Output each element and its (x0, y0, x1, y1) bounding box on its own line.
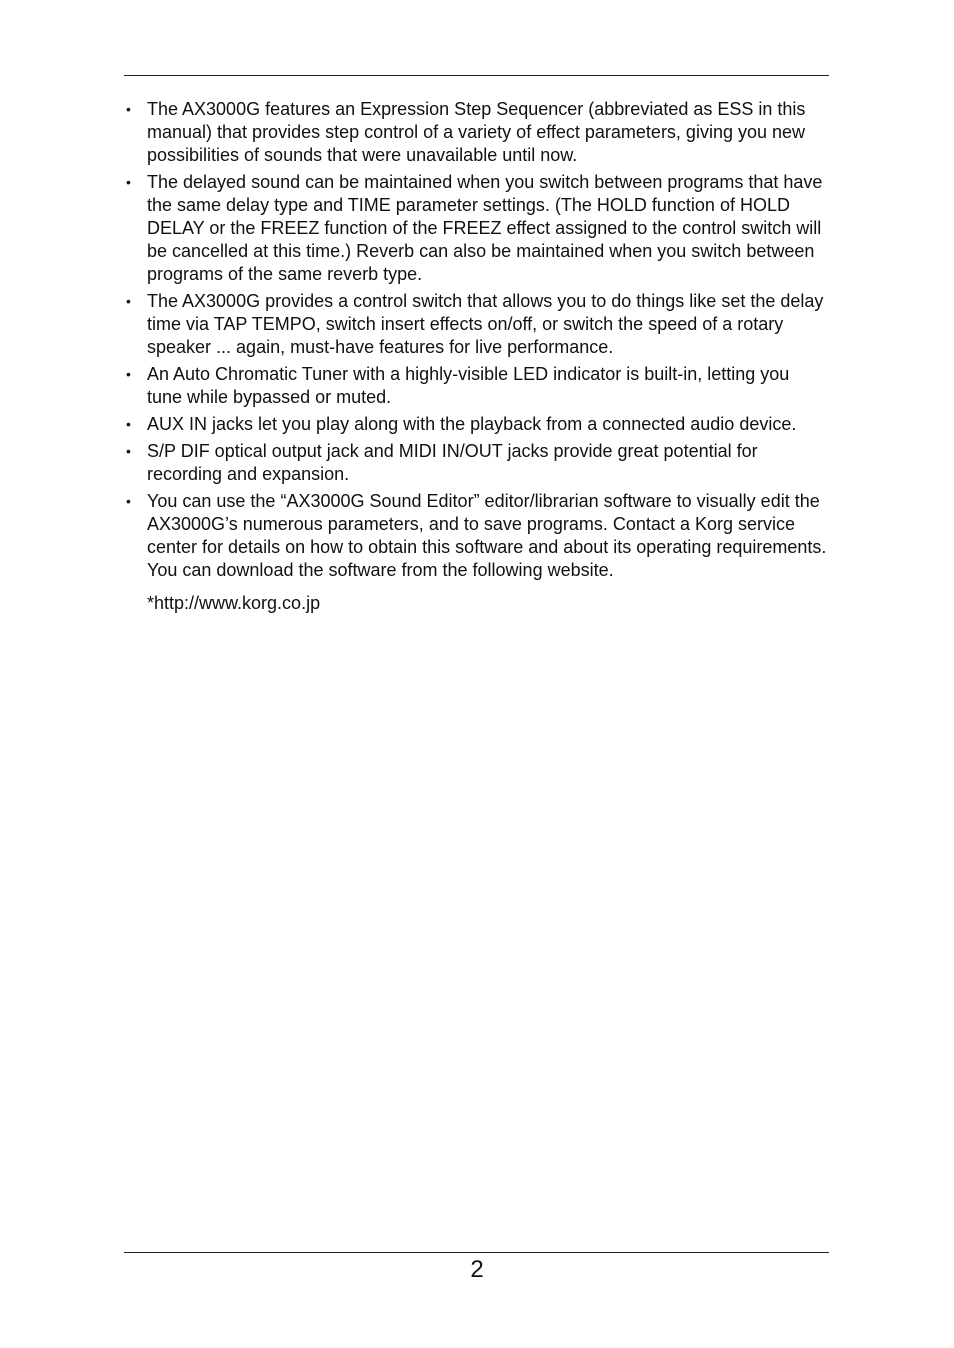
bullet-icon: • (126, 293, 131, 309)
list-item-text: The AX3000G provides a control switch that allows you to do things like set the delay time via TAP TEMPO, switch insert effects on/off, or switch the speed of a rotary speaker ... again, must-have features for live performance. (147, 291, 824, 357)
bullet-icon: • (126, 493, 131, 509)
list-item (124, 98, 829, 167)
list-item-text: The AX3000G features an Expression Step Sequencer (abbreviated as ESS in this manual) that provides step control of a variety of effect parameters, giving you new possibilities of sounds that were unavailable until now. (147, 99, 806, 165)
main-content (124, 98, 829, 615)
website-url: *http://www.korg.co.jp (147, 593, 321, 613)
bullet-icon: • (126, 174, 131, 190)
list-item (124, 440, 829, 486)
header-rule (124, 75, 829, 76)
list-item (124, 171, 829, 286)
list-item (124, 290, 829, 359)
list-item (124, 413, 829, 436)
list-item-text: S/P DIF optical output jack and MIDI IN/OUT jacks provide great potential for recording and expansion. (147, 441, 758, 484)
bullet-icon: • (126, 366, 131, 382)
list-item (124, 490, 829, 582)
bullet-icon: • (126, 416, 131, 432)
bullet-icon: • (126, 443, 131, 459)
page-number: 2 (470, 1256, 484, 1283)
list-item-text: An Auto Chromatic Tuner with a highly-visible LED indicator is built-in, letting you tune while bypassed or muted. (147, 364, 790, 407)
feature-list (124, 98, 829, 582)
list-item (124, 363, 829, 409)
list-item-text: You can use the “AX3000G Sound Editor” editor/librarian software to visually edit the AX3000G’s numerous parameters, and to save programs. Contact a Korg service center for details on how to obtain this software and about its operating requirements. You can download the software from the following website. (147, 491, 827, 580)
bullet-icon: • (126, 101, 131, 117)
list-item-text: The delayed sound can be maintained when you switch between programs that have the same delay type and TIME parameter settings. (The HOLD function of HOLD DELAY or the FREEZ function of the FREEZ effect assigned to the control switch will be cancelled at this time.) Reverb can also be maintained when you switch between programs of the same reverb type. (147, 172, 823, 284)
footer-rule (124, 1252, 829, 1253)
list-item-text: AUX IN jacks let you play along with the playback from a connected audio device. (147, 414, 797, 434)
